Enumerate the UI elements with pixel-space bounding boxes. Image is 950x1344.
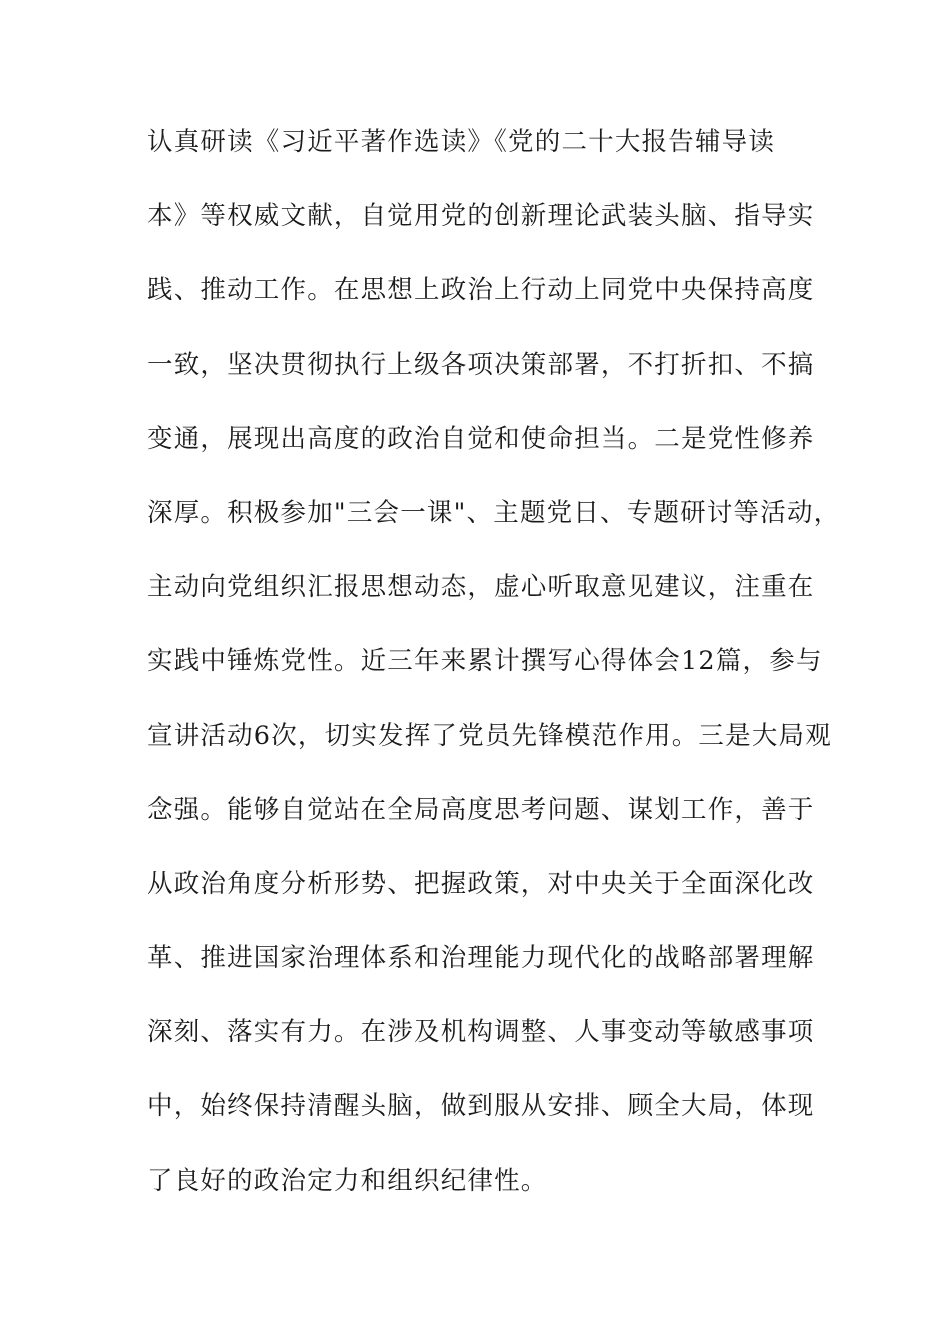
text-line: 实践中锤炼党性。近三年来累计撰写心得体会12篇，参与 xyxy=(147,646,823,677)
text-line: 本》等权威文献，自觉用党的创新理论武装头脑、指导实 xyxy=(147,201,815,232)
text-line: 念强。能够自觉站在全局高度思考问题、谋划工作，善于 xyxy=(147,794,815,825)
text-line: 革、推进国家治理体系和治理能力现代化的战略部署理解 xyxy=(147,943,815,974)
text-line: 变通，展现出高度的政治自觉和使命担当。二是党性修养 xyxy=(147,423,815,454)
text-line: 认真研读《习近平著作选读》《党的二十大报告辅导读 xyxy=(147,127,776,157)
body-paragraph xyxy=(147,119,847,1232)
text-line: 一致，坚决贯彻执行上级各项决策部署，不打折扣、不搞 xyxy=(147,349,815,380)
text-line: 主动向党组织汇报思想动态，虚心听取意见建议，注重在 xyxy=(147,572,815,603)
text-line: 深厚。积极参加"三会一课"、主题党日、专题研讨等活动， xyxy=(147,497,841,528)
text-line: 践、推动工作。在思想上政治上行动上同党中央保持高度 xyxy=(147,275,815,306)
text-line: 宣讲活动6次，切实发挥了党员先锋模范作用。三是大局观 xyxy=(147,720,832,751)
text-line: 深刻、落实有力。在涉及机构调整、人事变动等敏感事项 xyxy=(147,1017,815,1048)
text-line: 从政治角度分析形势、把握政策，对中央关于全面深化改 xyxy=(147,868,815,899)
text-line: 了良好的政治定力和组织纪律性。 xyxy=(147,1165,548,1196)
text-line: 中，始终保持清醒头脑，做到服从安排、顾全大局，体现 xyxy=(147,1091,815,1122)
